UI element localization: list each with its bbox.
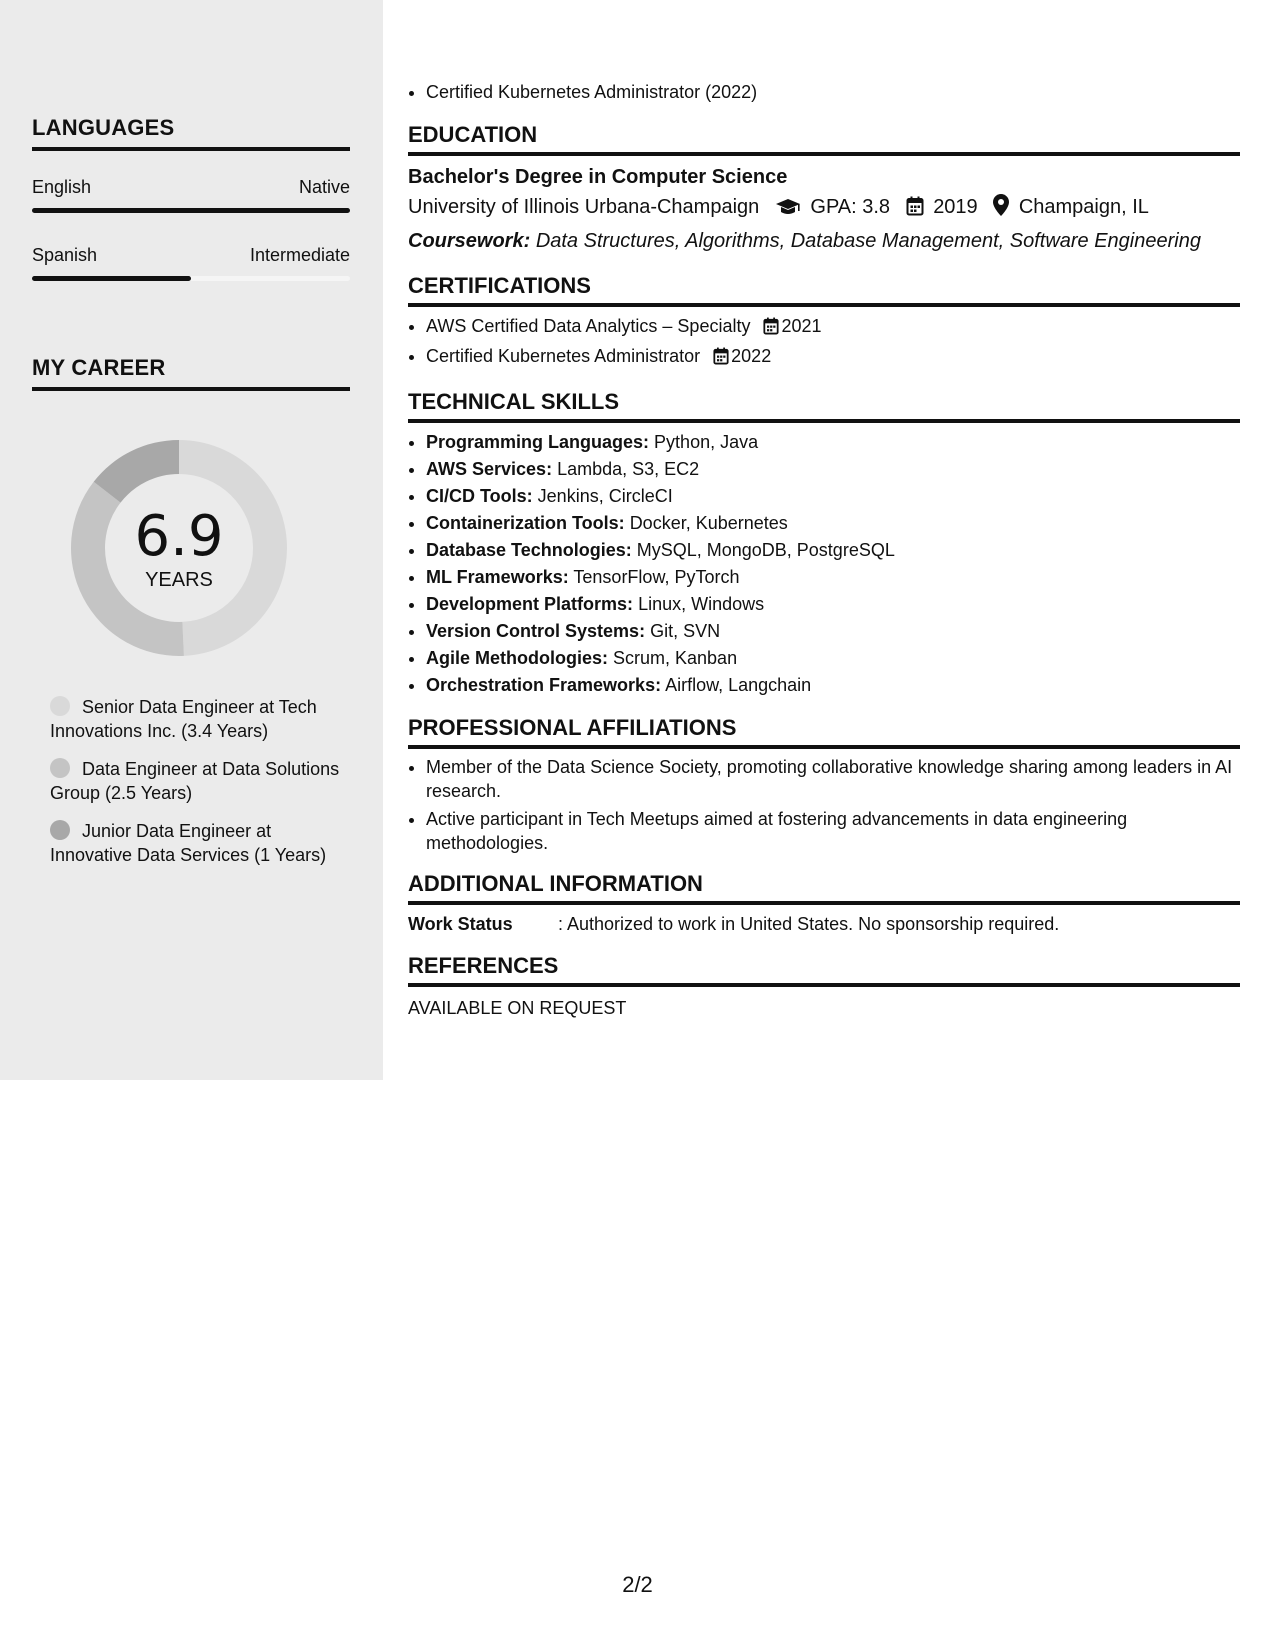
skill-label: Database Technologies: xyxy=(426,540,632,560)
page-number: 2/2 xyxy=(622,1572,653,1597)
skills-list xyxy=(408,429,1240,699)
skill-label: Agile Methodologies: xyxy=(426,648,608,668)
education-location: Champaign, IL xyxy=(1018,196,1149,218)
affiliations-section xyxy=(408,715,1240,855)
certifications-title: CERTIFICATIONS xyxy=(408,273,1240,307)
skills-section xyxy=(408,389,1240,699)
additional-title: ADDITIONAL INFORMATION xyxy=(408,871,1240,905)
skill-value: Lambda, S3, EC2 xyxy=(557,459,700,479)
certification-name: AWS Certified Data Analytics – Specialty xyxy=(426,316,751,336)
career-donut-chart xyxy=(66,435,292,661)
language-bar xyxy=(32,208,350,213)
certification-year: 2022 xyxy=(731,346,772,366)
certification-year: 2021 xyxy=(781,316,822,336)
coursework-label: Coursework: xyxy=(408,230,531,252)
languages-section xyxy=(32,115,350,281)
references-title: REFERENCES xyxy=(408,953,1240,987)
skill-label: Development Platforms: xyxy=(426,594,634,614)
list-item xyxy=(426,429,1240,456)
language-name: Spanish xyxy=(32,245,98,265)
main-content xyxy=(408,0,1240,1021)
list-item: • Member of the Data Science Society, promoting collaborative knowledge sharing among leaders in AI research. xyxy=(426,755,1240,803)
education-title: EDUCATION xyxy=(408,122,1240,156)
skill-label: ML Frameworks: xyxy=(426,567,569,587)
languages-title: LANGUAGES xyxy=(32,115,350,151)
skill-value: Git, SVN xyxy=(650,621,721,641)
skill-value: Jenkins, CircleCI xyxy=(537,486,673,506)
legend-dot-icon xyxy=(50,820,70,840)
skill-label: Programming Languages: xyxy=(426,432,650,452)
list-item xyxy=(426,483,1240,510)
list-item xyxy=(426,313,1240,343)
graduation-cap-icon xyxy=(775,195,801,226)
graduation-year: 2019 xyxy=(933,196,978,218)
legend-dot-icon xyxy=(50,696,70,716)
affiliations-list xyxy=(408,755,1240,855)
skill-value: Scrum, Kanban xyxy=(613,648,738,668)
career-legend xyxy=(50,695,340,881)
skill-value: Linux, Windows xyxy=(638,594,765,614)
language-level: Intermediate xyxy=(249,245,350,265)
language-bar-fill xyxy=(32,208,350,213)
career-legend-item xyxy=(50,819,340,867)
coursework-list: Data Structures, Algorithms, Database Management, Software Engineering xyxy=(535,230,1201,252)
career-section xyxy=(32,355,350,391)
skill-label: Version Control Systems: xyxy=(426,621,646,641)
language-bar-fill xyxy=(32,276,191,281)
education-section xyxy=(408,122,1240,257)
list-item xyxy=(426,537,1240,564)
skill-value: Docker, Kubernetes xyxy=(629,513,788,533)
location-pin-icon xyxy=(993,194,1009,226)
language-row xyxy=(32,245,350,266)
career-legend-label: Senior Data Engineer at Tech Innovations Inc. (3.4 Years) xyxy=(50,697,317,741)
career-legend-label: Data Engineer at Data Solutions Group (2.5 Years) xyxy=(50,759,340,803)
affiliations-title: PROFESSIONAL AFFILIATIONS xyxy=(408,715,1240,749)
calendar-icon xyxy=(906,195,924,226)
skills-title: TECHNICAL SKILLS xyxy=(408,389,1240,423)
top-cert-list xyxy=(408,79,1240,106)
education-details xyxy=(408,192,1240,226)
degree-title: Bachelor's Degree in Computer Science xyxy=(408,166,788,188)
list-item: • Certified Kubernetes Administrator (2022) xyxy=(426,79,1240,106)
donut-center xyxy=(66,435,292,661)
language-name: English xyxy=(32,177,92,197)
list-item xyxy=(426,672,1240,699)
skill-value: MySQL, MongoDB, PostgreSQL xyxy=(636,540,895,560)
calendar-icon xyxy=(713,346,729,373)
career-legend-item xyxy=(50,695,340,743)
language-bar xyxy=(32,276,350,281)
list-item xyxy=(426,591,1240,618)
certifications-section xyxy=(408,273,1240,373)
language-level: Native xyxy=(298,177,350,197)
skill-label: CI/CD Tools: xyxy=(426,486,533,506)
additional-section xyxy=(408,871,1240,937)
skill-value: TensorFlow, PyTorch xyxy=(573,567,740,587)
sidebar xyxy=(0,0,383,1080)
work-status-label: Work Status xyxy=(408,914,513,934)
skill-value: Airflow, Langchain xyxy=(665,675,812,695)
career-years-label: YEARS xyxy=(145,569,213,591)
work-status-value: : Authorized to work in United States. No sponsorship required. xyxy=(558,914,1060,934)
list-item: • Active participant in Tech Meetups aimed at fostering advancements in data engineering methodologies. xyxy=(426,807,1240,855)
skill-label: Orchestration Frameworks: xyxy=(426,675,662,695)
skill-label: AWS Services: xyxy=(426,459,553,479)
list-item xyxy=(426,456,1240,483)
language-row xyxy=(32,177,350,198)
references-section xyxy=(408,953,1240,1021)
calendar-icon xyxy=(763,316,779,343)
career-total-years: 6.9 xyxy=(134,504,224,569)
list-item xyxy=(426,343,1240,373)
list-item xyxy=(426,618,1240,645)
list-item xyxy=(426,564,1240,591)
list-item xyxy=(426,510,1240,537)
work-status-row xyxy=(408,911,1240,937)
skill-label: Containerization Tools: xyxy=(426,513,625,533)
career-legend-item xyxy=(50,757,340,805)
career-legend-label: Junior Data Engineer at Innovative Data Services (1 Years) xyxy=(50,821,327,865)
career-title: MY CAREER xyxy=(32,355,350,391)
certification-name: Certified Kubernetes Administrator xyxy=(426,346,701,366)
gpa: GPA: 3.8 xyxy=(810,196,891,218)
references-text: AVAILABLE ON REQUEST xyxy=(408,998,627,1018)
coursework xyxy=(408,226,1240,257)
certifications-list xyxy=(408,313,1240,373)
list-item xyxy=(426,645,1240,672)
skill-value: Python, Java xyxy=(654,432,759,452)
legend-dot-icon xyxy=(50,758,70,778)
university-name: University of Illinois Urbana-Champaign xyxy=(408,196,760,218)
